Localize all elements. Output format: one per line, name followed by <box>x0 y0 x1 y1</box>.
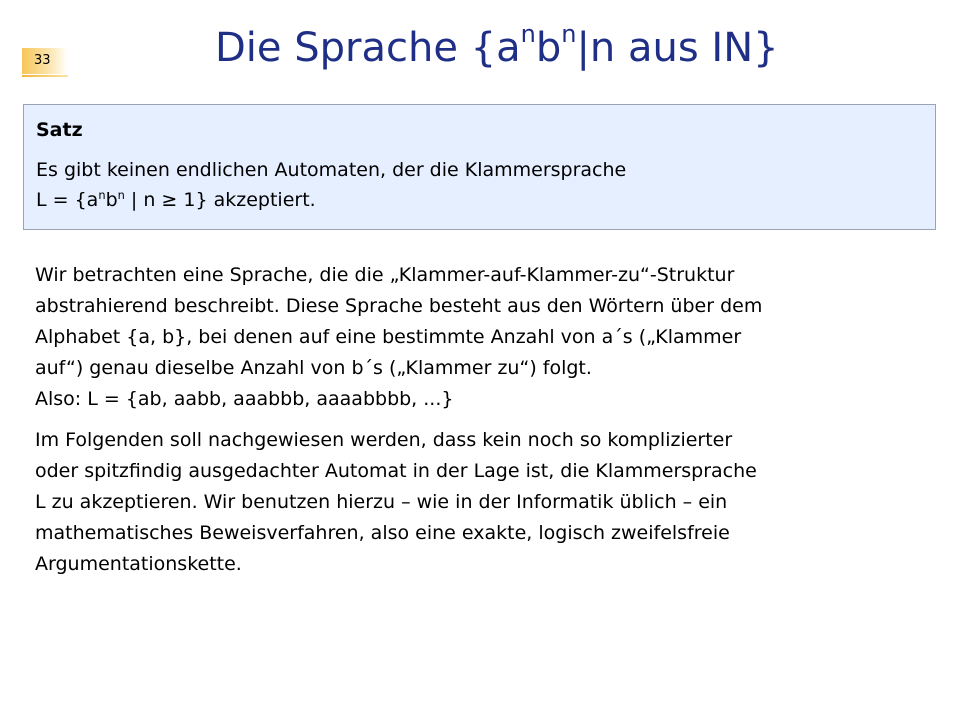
title-prefix: Die Sprache {a <box>215 25 521 71</box>
theorem-line-1: Es gibt keinen endlichen Automaten, der die Klammersprache <box>36 159 627 181</box>
theorem-box <box>23 104 936 230</box>
intro-line: Alphabet {a, b}, bei denen auf eine bestimmte Anzahl von a´s („Klammer <box>35 326 742 348</box>
title-suffix: |n aus IN} <box>576 25 779 71</box>
intro-line: Wir betrachten eine Sprache, die die „Klammer-auf-Klammer-zu“-Struktur <box>35 264 735 286</box>
theorem-superscript-2: n <box>117 188 125 203</box>
title-superscript-1: n <box>520 19 536 48</box>
intro-line: auf“) genau dieselbe Anzahl von b´s („Klammer zu“) folgt. <box>35 357 592 379</box>
proof-goal-line: Im Folgenden soll nachgewiesen werden, dass kein noch so komplizierter <box>35 429 733 451</box>
paragraph-intro <box>35 260 935 415</box>
theorem-superscript-1: n <box>98 188 106 203</box>
proof-goal-line: L zu akzeptieren. Wir benutzen hierzu – wie in der Informatik üblich – ein <box>35 491 728 513</box>
title-superscript-2: n <box>561 19 577 48</box>
slide-title <box>215 20 779 76</box>
title-mid: b <box>535 25 562 71</box>
theorem-statement <box>36 155 935 215</box>
theorem-line-2-mid: b <box>105 189 118 211</box>
header-rule <box>22 75 68 77</box>
intro-line: Also: L = {ab, aabb, aaabbb, aaaabbbb, ...} <box>35 388 454 410</box>
theorem-line-2-prefix: L = {a <box>36 189 99 211</box>
body-text <box>35 260 935 580</box>
paragraph-proof-goal <box>35 425 935 580</box>
theorem-heading: Satz <box>36 119 83 141</box>
page-number: 33 <box>22 48 68 74</box>
intro-line: abstrahierend beschreibt. Diese Sprache besteht aus den Wörtern über dem <box>35 295 763 317</box>
theorem-line-2-suffix: | n ≥ 1} akzeptiert. <box>124 189 316 211</box>
proof-goal-line: Argumentationskette. <box>35 553 242 575</box>
proof-goal-line: mathematisches Beweisverfahren, also eine exakte, logisch zweifelsfreie <box>35 522 730 544</box>
proof-goal-line: oder spitzfindig ausgedachter Automat in der Lage ist, die Klammersprache <box>35 460 757 482</box>
